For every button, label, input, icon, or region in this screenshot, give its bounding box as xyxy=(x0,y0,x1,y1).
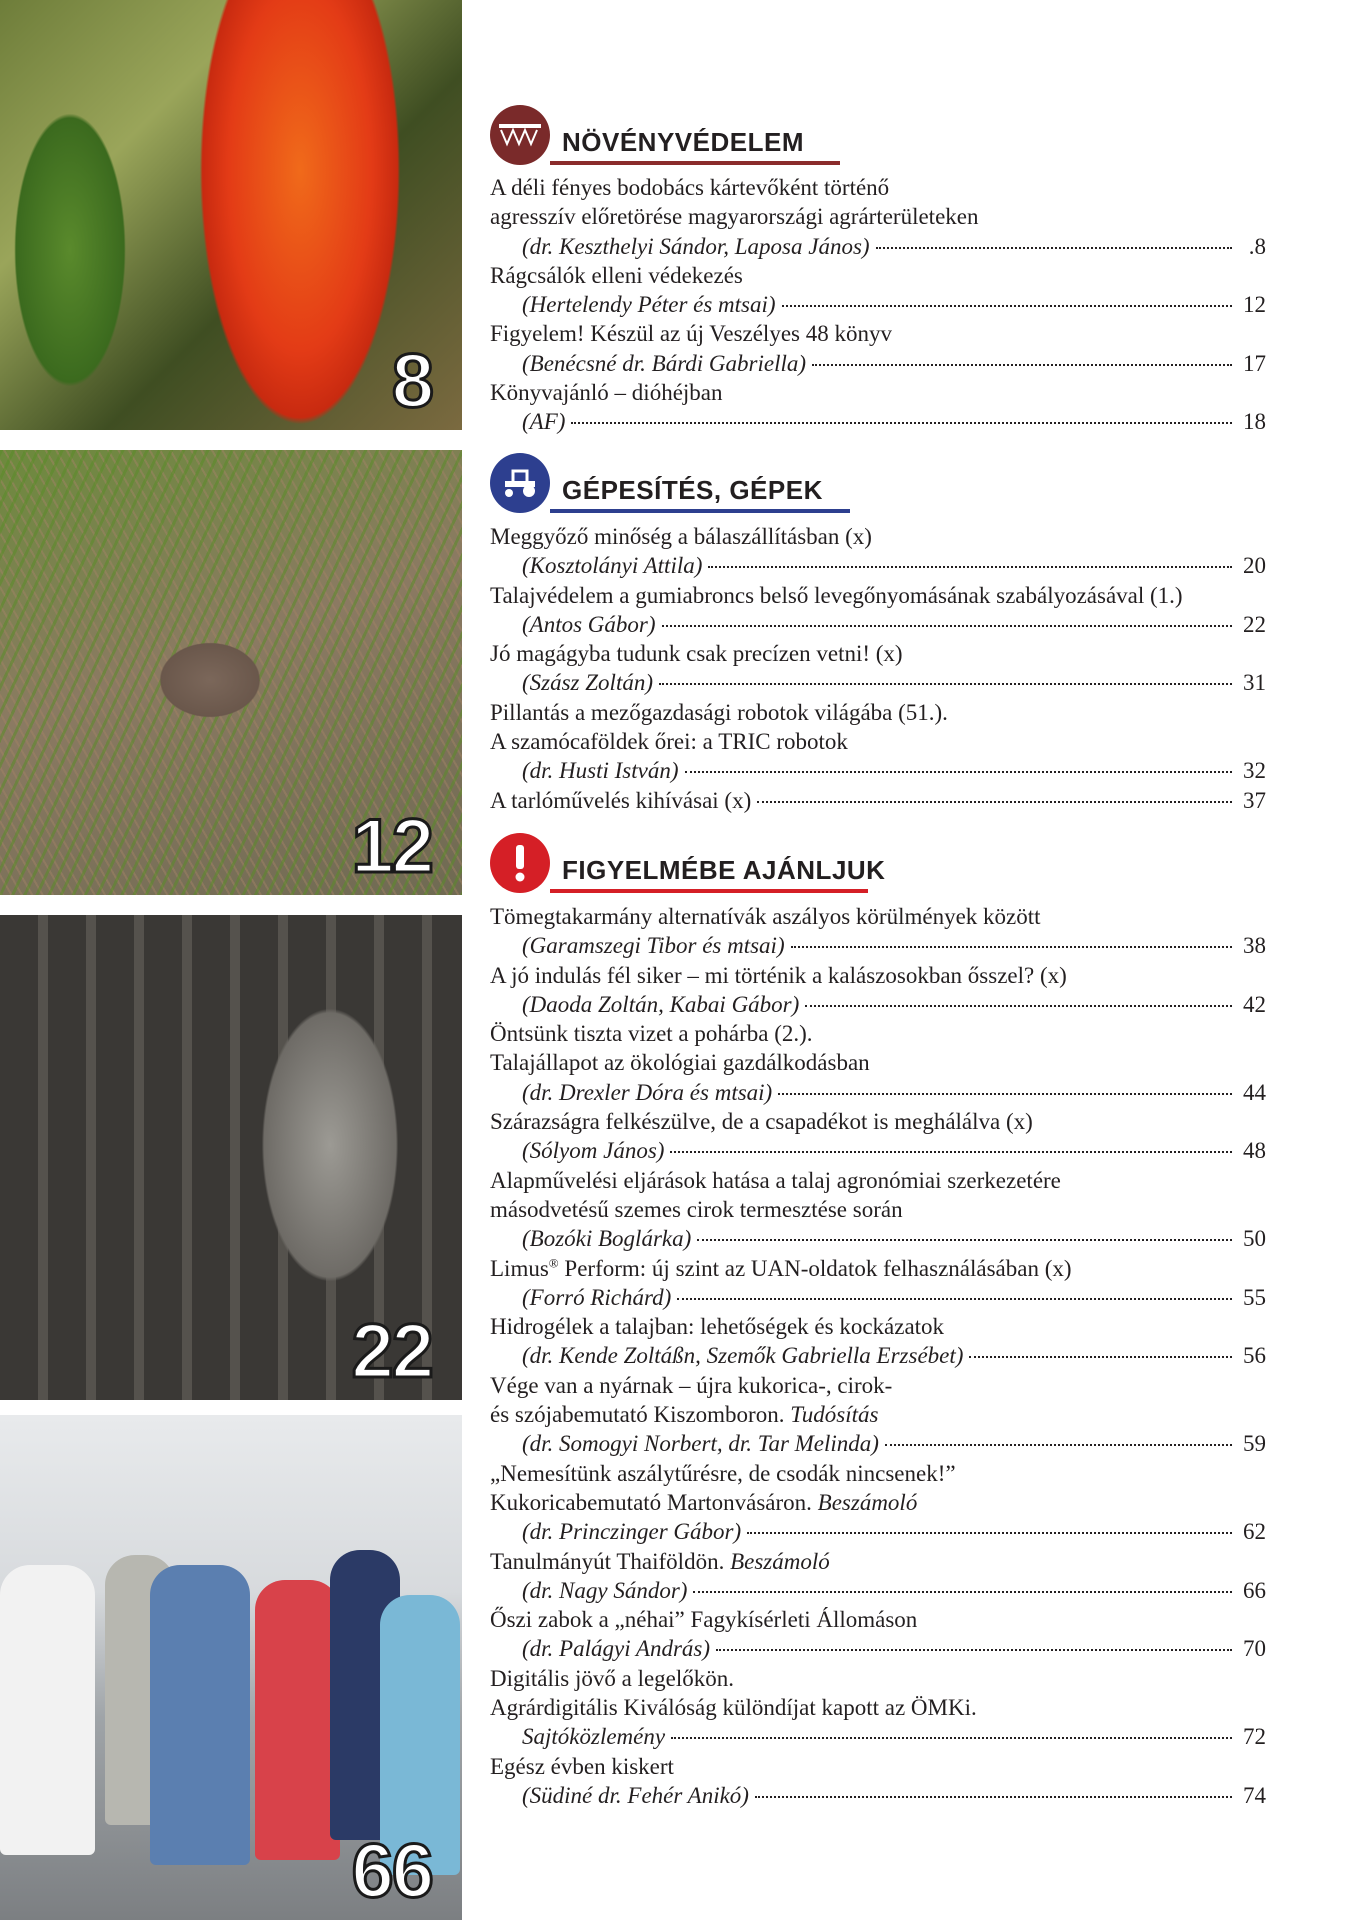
leader-dots xyxy=(805,1005,1232,1007)
leader-dots xyxy=(755,1796,1232,1798)
leader-dots xyxy=(685,771,1232,773)
toc-entry[interactable] xyxy=(490,668,1266,697)
leader-dots xyxy=(812,364,1232,366)
photo-bug-on-pepper xyxy=(0,0,462,430)
toc-title: Agrárdigitális Kiválóság különdíjat kapott az ÖMKi. xyxy=(490,1695,977,1721)
toc-author: (dr. Drexler Dóra és mtsai) xyxy=(522,1079,773,1105)
toc-page: 38 xyxy=(1243,933,1266,959)
toc-title: Figyelem! Készül az új Veszélyes 48 könyv xyxy=(490,321,892,347)
section-header-plant-protection xyxy=(490,105,890,175)
toc-series-title: Öntsünk tiszta vizet a pohárba (2.). xyxy=(490,1021,813,1047)
toc-page: 12 xyxy=(1243,292,1266,318)
title-plain: Kukoricabemutató Martonvásáron. xyxy=(490,1489,818,1515)
toc-title xyxy=(490,1400,1266,1429)
leader-dots xyxy=(677,1298,1232,1300)
toc-author: (Bozóki Boglárka) xyxy=(522,1226,692,1252)
toc-entry[interactable] xyxy=(490,1224,1266,1253)
title-italic: Beszámoló xyxy=(817,1489,918,1515)
person-figure xyxy=(150,1565,250,1865)
toc-title: Egész évben kiskert xyxy=(490,1753,674,1779)
toc-title: A tarlóművelés kihívásai (x) xyxy=(490,787,752,813)
leader-dots xyxy=(791,946,1232,948)
toc-entry[interactable] xyxy=(490,1429,1266,1458)
toc-entry[interactable] xyxy=(490,610,1266,639)
toc-author: Sajtóközlemény xyxy=(522,1724,666,1750)
sprayer-icon xyxy=(490,105,550,165)
toc-page: 31 xyxy=(1243,670,1266,696)
toc-title: A jó indulás fél siker – mi történik a kalászosokban ősszel? (x) xyxy=(490,962,1067,988)
leader-dots xyxy=(670,1151,1232,1153)
toc-author: (AF) xyxy=(522,409,566,435)
toc-title: Jó magágyba tudunk csak precízen vetni! (x) xyxy=(490,641,903,667)
toc-page: 66 xyxy=(1243,1577,1266,1603)
toc-author: (dr. Nagy Sándor) xyxy=(522,1577,688,1603)
toc-page: .8 xyxy=(1248,233,1266,259)
toc-page: 62 xyxy=(1243,1519,1266,1545)
toc-author: (dr. Kende Zoltáßn, Szemők Gabriella Erzsébet) xyxy=(522,1343,964,1369)
toc-page: 56 xyxy=(1243,1343,1266,1369)
toc-entry[interactable] xyxy=(490,1341,1266,1370)
toc-title: Őszi zabok a „néhai” Fagykísérleti Állomáson xyxy=(490,1607,918,1633)
toc-page: 55 xyxy=(1243,1284,1266,1310)
toc-page: 42 xyxy=(1243,991,1266,1017)
toc-entry[interactable] xyxy=(490,990,1266,1019)
toc-entry[interactable] xyxy=(490,551,1266,580)
toc-page: 17 xyxy=(1243,350,1266,376)
toc-title xyxy=(490,1254,1266,1283)
toc-entry[interactable] xyxy=(490,1634,1266,1663)
leader-dots xyxy=(659,683,1232,685)
page-number-label: 12 xyxy=(351,804,432,889)
leader-dots xyxy=(757,801,1232,803)
toc-title: Talajvédelem a gumiabroncs belső levegőnyomásának szabályozásával (1.) xyxy=(490,582,1183,608)
exclamation-icon xyxy=(490,833,550,893)
toc-page: 20 xyxy=(1243,553,1266,579)
toc-series-title: Pillantás a mezőgazdasági robotok világába (51.). xyxy=(490,699,948,725)
toc-entry[interactable] xyxy=(490,407,1266,436)
person-figure xyxy=(255,1580,340,1860)
title-plain: Tanulmányút Thaiföldön. xyxy=(490,1548,731,1574)
toc-section-plant xyxy=(490,173,1266,437)
leader-dots xyxy=(778,1093,1232,1095)
toc-page: 50 xyxy=(1243,1226,1266,1252)
toc-entry[interactable] xyxy=(490,1078,1266,1107)
toc-entry[interactable] xyxy=(490,232,1266,261)
leader-dots xyxy=(876,247,1232,249)
toc-title: Alapművelési eljárások hatása a talaj agronómiai szerkezetére xyxy=(490,1167,1061,1193)
registered-mark: ® xyxy=(548,1254,559,1270)
toc-section-recommended xyxy=(490,902,1266,1810)
section-underline xyxy=(550,889,868,893)
page-number-label: 66 xyxy=(351,1829,432,1914)
toc-title: Vége van a nyárnak – újra kukorica-, cirok- xyxy=(490,1372,893,1398)
toc-author: (Benécsné dr. Bárdi Gabriella) xyxy=(522,350,807,376)
toc-title: A szamócaföldek őrei: a TRIC robotok xyxy=(490,729,848,755)
toc-title: Hidrogélek a talajban: lehetőségek és kockázatok xyxy=(490,1314,945,1340)
toc-title: Könyvajánló – dióhéjban xyxy=(490,380,723,406)
leader-dots xyxy=(716,1649,1232,1651)
toc-entry[interactable] xyxy=(490,756,1266,785)
toc-page: 48 xyxy=(1243,1138,1266,1164)
toc-title: másodvetésű szemes cirok termesztése során xyxy=(490,1196,903,1222)
leader-dots xyxy=(969,1356,1232,1358)
leader-dots xyxy=(571,422,1232,424)
toc-entry[interactable] xyxy=(490,1283,1266,1312)
toc-page: 37 xyxy=(1243,787,1266,813)
toc-entry[interactable] xyxy=(490,931,1266,960)
photo-tractor-tires xyxy=(0,915,462,1400)
toc-author: (Szász Zoltán) xyxy=(522,670,653,696)
toc-author: (dr. Princzinger Gábor) xyxy=(522,1519,742,1545)
toc-title: Szárazságra felkészülve, de a csapadékot is meghálálva (x) xyxy=(490,1109,1033,1135)
leader-dots xyxy=(693,1591,1232,1593)
toc-page: 22 xyxy=(1243,611,1266,637)
tractor-icon xyxy=(490,453,550,513)
section-title: NÖVÉNYVÉDELEM xyxy=(562,127,804,157)
toc-entry[interactable] xyxy=(490,1517,1266,1546)
toc-entry[interactable] xyxy=(490,349,1266,378)
toc-section-machinery xyxy=(490,522,1266,815)
photo-group-eating-corn xyxy=(0,1415,462,1920)
toc-page: 74 xyxy=(1243,1782,1266,1808)
toc-entry[interactable] xyxy=(490,1781,1266,1810)
toc-author: (Südiné dr. Fehér Anikó) xyxy=(522,1782,749,1808)
toc-title xyxy=(490,1547,1266,1576)
title-italic: Tudósítás xyxy=(790,1402,879,1428)
toc-title xyxy=(490,1488,1266,1517)
toc-author: (Forró Richárd) xyxy=(522,1284,672,1310)
toc-title: agresszív előretörése magyarországi agrárterületeken xyxy=(490,204,979,230)
leader-dots xyxy=(671,1737,1232,1739)
toc-author: (Daoda Zoltán, Kabai Gábor) xyxy=(522,991,800,1017)
section-header-recommended xyxy=(490,833,890,903)
photo-vole-in-grass xyxy=(0,450,462,895)
toc-title: A déli fényes bodobács kártevőként történő xyxy=(490,175,890,200)
section-header-machinery xyxy=(490,453,890,523)
brand-name: Limus xyxy=(490,1255,549,1281)
toc-title: „Nemesítünk aszálytűrésre, de csodák nincsenek!” xyxy=(490,1460,956,1486)
toc-page: 44 xyxy=(1243,1079,1266,1105)
toc-page: 32 xyxy=(1243,758,1266,784)
title-plain: és szójabemutató Kiszomboron. xyxy=(490,1402,791,1428)
leader-dots xyxy=(747,1532,1232,1534)
page-number-label: 8 xyxy=(391,339,432,424)
toc-author: (dr. Palágyi András) xyxy=(522,1636,711,1662)
leader-dots xyxy=(782,305,1232,307)
toc-author: (Kosztolányi Attila) xyxy=(522,553,703,579)
toc-entry[interactable] xyxy=(490,1576,1266,1605)
toc-entry[interactable] xyxy=(490,1722,1266,1751)
toc-entry[interactable] xyxy=(490,1136,1266,1165)
toc-page: 70 xyxy=(1243,1636,1266,1662)
leader-dots xyxy=(697,1239,1232,1241)
title-rest: Perform: új szint az UAN-oldatok felhasználásában (x) xyxy=(558,1255,1072,1281)
title-italic: Beszámoló xyxy=(730,1548,830,1574)
person-figure xyxy=(0,1565,95,1855)
section-underline xyxy=(550,161,840,165)
toc-author: (dr. Somogyi Norbert, dr. Tar Melinda) xyxy=(522,1431,879,1457)
section-title: GÉPESÍTÉS, GÉPEK xyxy=(562,475,823,505)
toc-page: 18 xyxy=(1243,409,1266,435)
toc-author: (Sólyom János) xyxy=(522,1138,665,1164)
toc-author: (dr. Keszthelyi Sándor, Laposa János) xyxy=(522,233,870,259)
section-title: FIGYELMÉBE AJÁNLJUK xyxy=(562,855,886,885)
toc-title: Talajállapot az ökológiai gazdálkodásban xyxy=(490,1050,870,1076)
leader-dots xyxy=(662,625,1232,627)
toc-page: 72 xyxy=(1243,1724,1266,1750)
toc-author: (dr. Husti István) xyxy=(522,758,679,784)
leader-dots xyxy=(708,566,1232,568)
toc-entry[interactable] xyxy=(490,290,1266,319)
leader-dots xyxy=(885,1444,1232,1446)
section-underline xyxy=(550,509,850,513)
toc-author: (Garamszegi Tibor és mtsai) xyxy=(522,933,785,959)
toc-page: 59 xyxy=(1243,1431,1266,1457)
toc-author: (Antos Gábor) xyxy=(522,611,656,637)
toc-title: Meggyőző minőség a bálaszállításban (x) xyxy=(490,524,872,549)
toc-author: (Hertelendy Péter és mtsai) xyxy=(522,292,776,318)
page-number-label: 22 xyxy=(351,1309,432,1394)
toc-title: Tömegtakarmány alternatívák aszályos körülmények között xyxy=(490,904,1041,929)
toc-title: Digitális jövő a legelőkön. xyxy=(490,1665,735,1691)
toc-entry[interactable] xyxy=(490,786,1266,815)
toc-title: Rágcsálók elleni védekezés xyxy=(490,262,743,288)
